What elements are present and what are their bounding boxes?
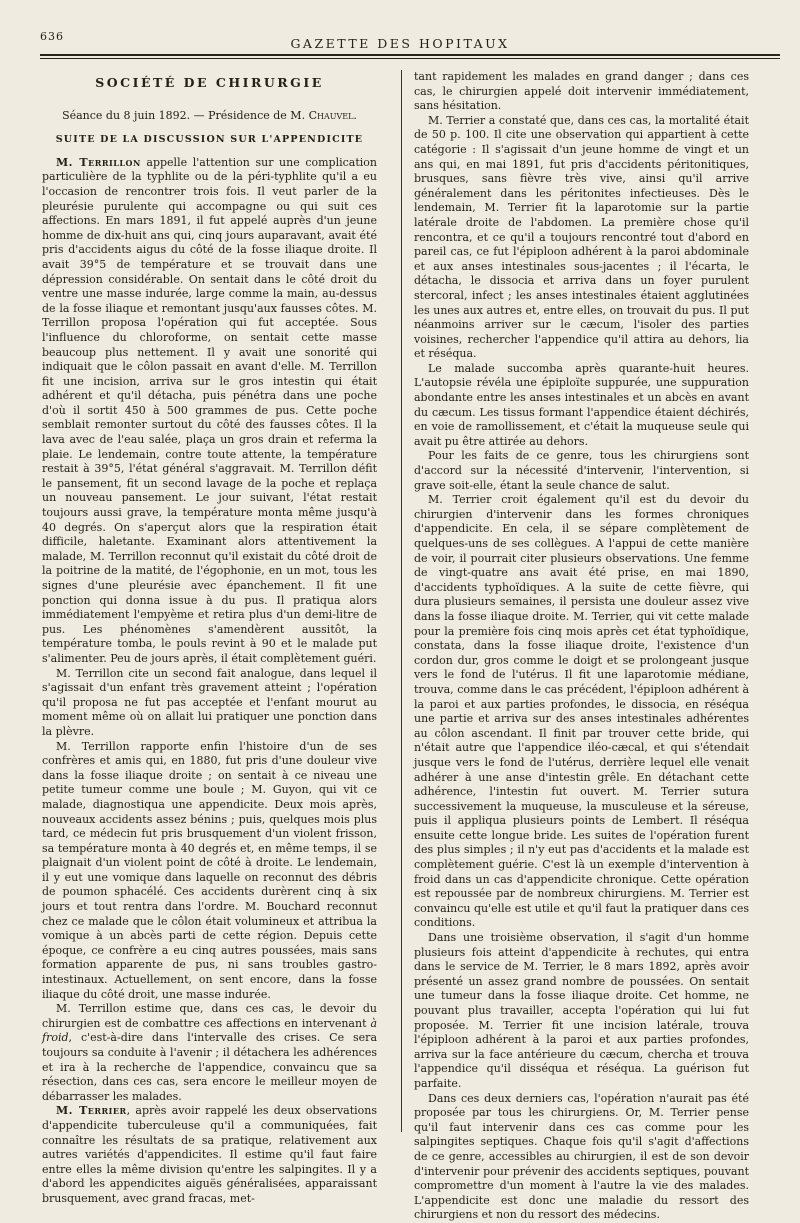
society-title: SOCIÉTÉ DE CHIRURGIE [95,75,324,90]
header-rule [40,54,780,56]
paragraph-third-observation: Dans une troisième observation, il s'agit d'un homme plusieurs fois atteint d'appendicite à rechutes, qui entra dans le service de M. Terrier, le 8 mars 1892, après avoir présenté un assez grand nombre de poussées. On sentait une tumeur dans la fosse iliaque droite. Cet homme, ne pouvant plus travailler, accepta l'opération qui lui fut proposée. M. Terrier fit une incision latérale, trouva l'épiploon adhérent à la paroi et aux parties profondes, arriva sur la face antérieure du cæcum, chercha et trouva l'appendice qu'il disséqua et réséqua. La guérison fut parfaite. [414,931,749,1090]
speaker-name: M. Terrillon [56,155,141,169]
session-line [42,109,377,124]
paragraph-text: appelle l'attention sur une complication particulière de la typhlite ou de la péri-typhlite qu'il a eu l'occasion de rencontrer trois fois. Il veut parler de la pleurésie purulente qui accompagne ou qui suit ces affections. En mars 1891, il fut appelé auprès d'un jeune homme de dix-huit ans qui, cinq jours auparavant, avait été pris d'accidents aigus du côté de la fosse iliaque droite. Il avait 39°5 de température et se trouvait dans une dépression considérable. On sentait dans le côté droit du ventre une masse indurée, large comme la main, au-dessus de la fosse iliaque et remontant jusqu'aux fausses côtes. M. Terrillon proposa l'opération qui fut acceptée. Sous l'influence du chloroforme, on sentait cette masse beaucoup plus nettement. Il y avait une sonorité qui indiquait que le côlon passait en avant d'elle. M. Terrillon fit une incision, arriva sur le gros intestin qui était adhérent et qu'il détacha, puis pénétra dans une poche d'où il sortit 450 à 500 grammes de pus. Cette poche semblait remonter surtout du côté des fausses côtes. Il la lava avec de l'eau salée, plaça un gros drain et referma la plaie. Le lendemain, contre toute attente, la température restait à 39°5, l'état général s'aggravait. M. Terrillon défit le pansement, fit un second lavage de la poche et replaça un nouveau pansement. Le jour suivant, l'état restait toujours aussi grave, la température monta même jusqu'à 40 degrés. On s'aperçut alors que la respiration était difficile, haletante. Examinant alors attentivement la malade, M. Terrillon reconnut qu'il existait du côté droit de la poitrine de la matité, de l'égophonie, en un mot, tous les signes d'une pleurésie avec épanchement. Il fit une ponction qui donna issue à du pus. Il pratiqua alors immédiatement l'empyème et retira plus d'un demi-litre de pus. Les phénomènes s'amendèrent aussitôt, la température tomba, le pouls revint à 90 et le malade put s'alimenter. Peu de jours après, il était complètement guéri. [42,155,377,665]
session-president: Chauvel. [308,108,357,122]
paragraph-text: , après avoir rappelé les deux observations d'appendicite tuberculeuse qu'il a communiquées, fait connaître les résultats de sa pratique, relativement aux autres variétés d'appendicites. Il estime qu'il faut faire entre elles la même division qu'entre les salpingites. Il y a d'abord les appendicites aiguës généralisées, apparaissant brusquement, avec grand fracas, met- [42,1104,378,1205]
section-heading: SUITE DE LA DISCUSSION SUR L'APPENDICITE [55,134,364,146]
paragraph-text: M. Terrillon estime que, dans ces cas, le devoir du chirurgien est de combattre ces affections en intervenant [42,1002,377,1030]
italic-phrase: à froid [42,1016,377,1045]
paragraph-autopsy: Le malade succomba après quarante-huit heures. L'autopsie révéla une épiploïte suppurée, une suppuration abondante entre les anses intestinales et un abcès en avant du cæcum. Les tissus formant l'appendice étaient déchirés, en voie de ramollissement, et c'était la muqueuse seule qui avait pu être attirée au dehors. [414,361,749,448]
left-column [42,70,378,1205]
paragraph-second-case: M. Terrillon cite un second fait analogue, dans lequel il s'agissait d'un enfant très gravement atteint ; l'opération qu'il proposa ne fut pas acceptée et l'enfant mourut au moment même où on allait lui pratiquer une ponction dans la plèvre. [42,666,377,738]
paragraph-conclusion: Dans ces deux derniers cas, l'opération n'aurait pas été proposée par tous les chirurgiens. Or, M. Terrier pense qu'il faut intervenir dans ces cas comme pour les salpingites septiques. Chaque fois qu'il s'agit d'affections de ce genre, accessibles au chirurgien, il est de son devoir d'intervenir pour prévenir des accidents septiques, pouvant compromettre d'un moment à l'autre la vie des malades. L'appendicite est donc une maladie du ressort des chirurgiens et non du ressort des médecins. [414,1091,749,1222]
header-rule-thin [40,58,780,59]
paragraph-consensus: Pour les faits de ce genre, tous les chirurgiens sont d'accord sur la nécessité d'intervenir, l'intervention, si grave soit-elle, étant la seule chance de salut. [414,449,749,492]
paragraph-terrillon-conclusion [42,1002,377,1104]
paragraph-mortality: M. Terrier a constaté que, dans ces cas, la mortalité était de 50 p. 100. Il cite une observation qui appartient à cette catégorie : Il s'agissait d'un jeune homme de vingt et un ans qui, en mai 1891, fut pris d'accidents péritonitiques, brusques, sans fièvre très vive, ainsi qu'il arrive généralement dans les péritonites infectieuses. Dès le lendemain, M. Terrier fit la laparotomie sur la partie latérale droite de l'abdomen. La première chose qu'il rencontra, et ce qu'il a toujours rencontré tout d'abord en pareil cas, ce fut l'épiploon adhérent à la paroi abdominale et aux anses intestinales sous-jacentes ; il l'écarta, le détacha, le dissocia et arriva dans un foyer purulent stercoral, infect ; les anses intestinales étaient agglutinées les unes aux autres et, entre elles, on trouvait du pus. Il put néanmoins arriver sur le cæcum, l'isoler des parties voisines, rechercher l'appendice qu'il attira au dehors, lia et réséqua. [414,113,749,361]
page-header [0,0,800,62]
paragraph-terrillon-intro [42,156,377,667]
page-number: 636 [40,30,64,43]
paragraph-text: , c'est-à-dire dans l'intervalle des crises. Ce sera toujours sa conduite à l'avenir ; il détachera les adhérences et ira à la recherche de l'appendice, convaincu que sa résection, dans ces cas, sera encore le meilleur moyen de débarrasser les malades. [42,1031,377,1103]
session-prefix: Séance du 8 juin 1892. — Présidence de M. [62,108,306,122]
right-column [414,70,749,1222]
speaker-name: M. Terrier [56,1104,127,1118]
column-divider [401,70,402,1132]
paragraph-continuation: tant rapidement les malades en grand danger ; dans ces cas, le chirurgien appelé doit intervenir immédiatement, sans hésitation. [414,70,749,113]
running-title: GAZETTE DES HOPITAUX [290,36,510,51]
paragraph-third-case: M. Terrillon rapporte enfin l'histoire d'un de ses confrères et amis qui, en 1880, fut pris d'une douleur vive dans la fosse iliaque droite ; on sentait à ce niveau une petite tumeur comme une boule ; M. Guyon, qui vit ce malade, diagnostiqua une appendicite. Deux mois après, nouveaux accidents assez bénins ; puis, quelques mois plus tard, ce médecin fut pris brusquement d'un violent frisson, sa température monta à 40 degrés et, en même temps, il se plaignait d'un violent point de côté à droite. Le lendemain, il y eut une vomique dans laquelle on reconnut des débris de poumon sphacélé. Ces accidents durèrent cinq à six jours et tout rentra dans l'ordre. M. Bouchard reconnut chez ce malade que le côlon était volumineux et attribua la vomique à un abcès parti de cette région. Depuis cette époque, ce confrère a eu cinq autres poussées, mais sans formation apparente de pus, ni sans troubles gastro-intestinaux. Actuellement, on sent encore, dans la fosse iliaque du côté droit, une masse indurée. [42,739,377,1001]
paragraph-chronic-forms: M. Terrier croit également qu'il est du devoir du chirurgien d'intervenir dans les formes chroniques d'appendicite. En cela, il se sépare complètement de quelques-uns de ses collègues. A l'appui de cette manière de voir, il pourrait citer plusieurs observations. Une femme de vingt-quatre ans avait été prise, en mai 1890, d'accidents typhoïdiques. A la suite de cette fièvre, qui dura plusieurs semaines, il persista une douleur assez vive dans la fosse iliaque droite. M. Terrier, qui vit cette malade pour la première fois cinq mois après cet état typhoïdique, constata, dans la fosse iliaque droite, l'existence d'un cordon dur, gros comme le doigt et se prolongeant jusque vers le fond de l'utérus. Il fit une laparotomie médiane, trouva, comme dans le cas précédent, l'épiploon adhérent à la paroi et aux parties profondes, le dissocia, en réséqua une partie et arriva sur des anses intestinales adhérentes au côlon ascendant. Il finit par trouver cette bride, qui n'était autre que l'appendice iléo-cæcal, et qui s'étendait jusque vers le fond de l'utérus, derrière lequel elle venait adhérer à une anse d'intestin grêle. En détachant cette adhérence, l'intestin fut ouvert. M. Terrier sutura successivement la muqueuse, la musculeuse et la séreuse, puis il appliqua plusieurs points de Lembert. Il réséqua ensuite cette longue bride. Les suites de l'opération furent des plus simples ; il n'y eut pas d'accidents et la malade est complètement guérie. C'est là un exemple d'intervention à froid dans un cas d'appendicite chronique. Cette opération est repoussée par de nombreux chirurgiens. M. Terrier est convaincu qu'elle est utile et qu'il faut la pratiquer dans ces conditions. [414,493,749,930]
paragraph-terrier-intro [42,1104,377,1206]
